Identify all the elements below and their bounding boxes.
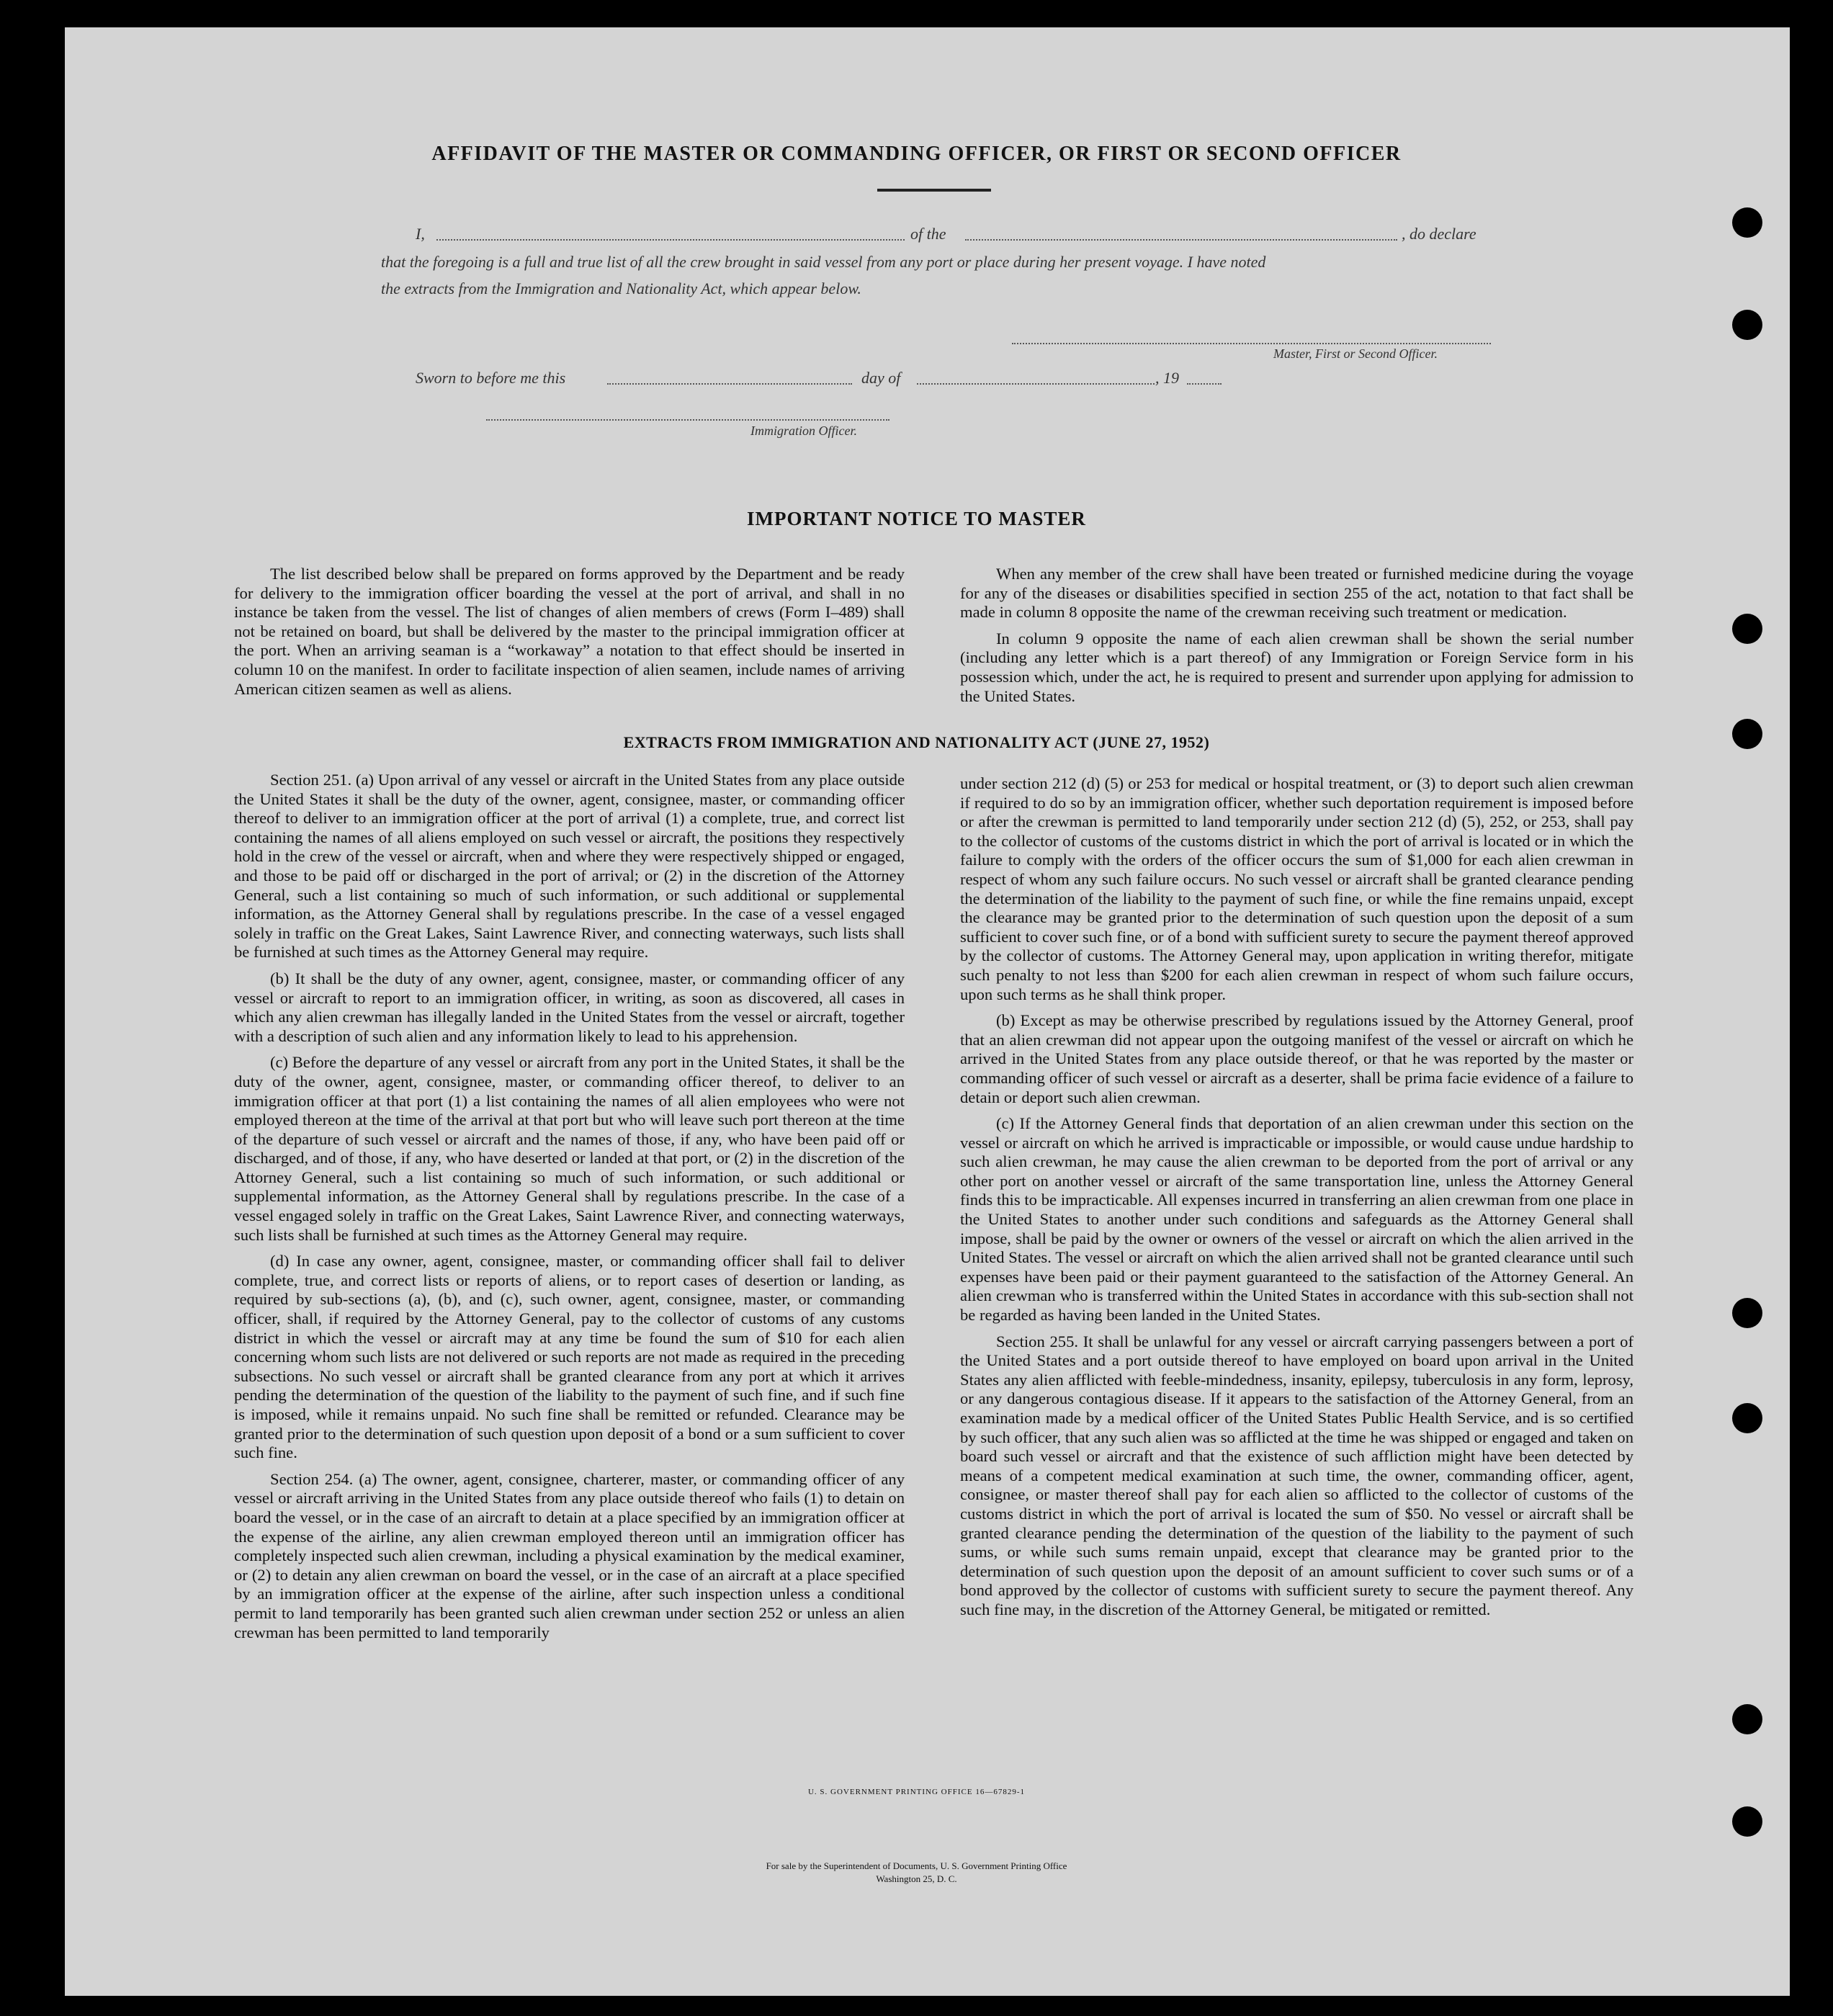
officer-signature-caption: Immigration Officer. — [750, 424, 857, 438]
section-251-c: (c) Before the departure of any vessel or aircraft from any port in the United States, it shall be the duty of the owner, agent, consignee, master, or commanding officer thereof, to deliver to an immigration officer at that port (1) a list containing the names of all alien employees who were not employed thereon at the time of the arrival at that port but who will leave such port thereon at the time of the departure of such vessel or aircraft and the names of those, if any, who have been paid off or discharged, and of those, if any, who have deserted or landed at that port, or (2) in the discretion of the Attorney General, such a list containing so much of such information, or such additional or supplemental information, as the Attorney General shall by regulations prescribe. In the case of a vessel engaged solely in traffic on the Great Lakes, Saint Lawrence River, and connecting waterways, such lists shall be furnished at such times as the Attorney General may require. — [234, 1053, 905, 1244]
punch-hole — [1732, 1403, 1762, 1433]
extracts-left-column — [234, 771, 905, 1649]
punch-hole — [1732, 1806, 1762, 1837]
section-251-b: (b) It shall be the duty of any owner, agent, consignee, master, or commanding officer of any vessel or aircraft to report to an immigration officer, in writing, as soon as discovered, all cases in which any alien crewman has illegally landed in the United States from the vessel or aircraft, together with a description of such alien and any information likely to lead to his apprehension. — [234, 969, 905, 1045]
day-of-label: day of — [861, 369, 901, 387]
master-signature-caption: Master, First or Second Officer. — [1273, 346, 1438, 361]
notice-right-paragraph-2: In column 9 opposite the name of each alien crewman shall be shown the serial number (including any letter which is a part thereof) of any Immigration or Foreign Service form in his possession which, under the act, he is required to present and surrender upon applying for admission to the United States. — [960, 629, 1633, 705]
notice-title: IMPORTANT NOTICE TO MASTER — [747, 508, 1086, 529]
extracts-right-column — [960, 774, 1633, 1627]
sale-notice-line-2: Washington 25, D. C. — [876, 1873, 957, 1884]
sworn-month-blank-line — [917, 383, 1155, 385]
punch-hole — [1732, 207, 1762, 238]
punch-hole — [1732, 1298, 1762, 1328]
title-underline — [877, 189, 991, 192]
section-251-a: Section 251. (a) Upon arrival of any vessel or aircraft in the United States from any place outside the United States it shall be the duty of the owner, agent, consignee, master, or commanding officer thereof to deliver to an immigration officer at the port of arrival (1) a complete, true, and correct list containing the names of all aliens employed on such vessel or aircraft, the positions they respectively hold in the crew of the vessel or aircraft, when and where they were respectively shipped or engaged, and those to be paid off or discharged in the port of arrival; or (2) in the discretion of the Attorney General, such a list containing so much of such information, or such additional or supplemental information, as the Attorney General shall by regulations prescribe. In the case of a vessel engaged solely in traffic on the Great Lakes, Saint Lawrence River, and connecting waterways, such lists shall be furnished at such times as the Attorney General may require. — [234, 771, 905, 962]
sworn-label: Sworn to before me this — [416, 369, 566, 387]
notice-right-paragraph-1: When any member of the crew shall have been treated or furnished medicine during the voyage for any of the diseases or disabilities specified in section 255 of the act, notation to that fact shall be made in column 8 opposite the name of the crewman receiving such treatment or medication. — [960, 565, 1633, 622]
section-251-d: (d) In case any owner, agent, consignee, master, or commanding officer shall fail to deliver complete, true, and correct lists or reports of aliens, or to report cases of desertion or landing, as required by sub-sections (a), (b), and (c), such owner, agent, consignee, master, or commanding officer, shall, if required by the Attorney General, pay to the collector of customs of any customs district in which the vessel or aircraft may at any time be found the sum of $10 for each alien concerning whom such lists are not delivered or such reports are not made as required in the preceding subsections. No such vessel or aircraft shall be granted clearance from any port at which it arrives pending the determination of the question of the liability to the payment of such fine, and if such fine is imposed, while it remains unpaid. No such fine shall be remitted or refunded. Clearance may be granted prior to the determination of such question upon deposit of a bond or a sum sufficient to cover such fine. — [234, 1252, 905, 1462]
affidavit-title: AFFIDAVIT OF THE MASTER OR COMMANDING OFFICER, OR FIRST OR SECOND OFFICER — [431, 143, 1402, 165]
section-254-c: (c) If the Attorney General finds that deportation of an alien crewman under this section on the vessel or aircraft on which he arrived is impracticable or impossible, or would cause undue hardship to such alien crewman, he may cause the alien crewman to be deported from the port of arrival or any other port on another vessel or aircraft of the same transportation line, unless the Attorney General finds this to be impracticable. All expenses incurred in transferring an alien crewman from one place in the United States to another under such conditions and safeguards as the Attorney General shall impose, shall be paid by the owner or owners of the vessel or aircraft on which the alien arrived in the United States. The vessel or aircraft on which the alien arrived shall not be granted clearance until such expenses have been paid or their payment guaranteed to the satisfaction of the Attorney General. An alien crewman who is transferred within the United States in accordance with this sub-section shall not be regarded as having been landed in the United States. — [960, 1114, 1633, 1325]
section-254-b: (b) Except as may be otherwise prescribed by regulations issued by the Attorney General, proof that an alien crewman did not appear upon the outgoing manifest of the vessel or aircraft on which he arrived in the United States from any place outside thereof, or that he was reported by the master or commanding officer of such vessel or aircraft as a deserter, shall be prima facie evidence of a failure to detain or deport such alien crewman. — [960, 1011, 1633, 1106]
vessel-blank-line — [965, 239, 1397, 241]
punch-hole — [1732, 1704, 1762, 1734]
sworn-day-blank-line — [607, 383, 852, 385]
master-signature-line — [1012, 343, 1491, 344]
year-label: , 19 — [1155, 369, 1179, 387]
punch-hole — [1732, 614, 1762, 644]
name-blank-line — [436, 239, 905, 241]
affidavit-of-the: of the — [910, 225, 946, 243]
extracts-title: EXTRACTS FROM IMMIGRATION AND NATIONALITY ACT (JUNE 27, 1952) — [623, 733, 1210, 751]
affidavit-do-declare: , do declare — [1402, 225, 1476, 243]
printing-office-imprint: U. S. GOVERNMENT PRINTING OFFICE 16—67829-1 — [807, 1788, 1025, 1796]
notice-left-paragraph: The list described below shall be prepared on forms approved by the Department and be ready for delivery to the immigration officer boarding the vessel at the port of arrival, and shall in no instance be taken from the vessel. The list of changes of alien members of crews (Form I–489) shall not be retained on board, but shall be delivered by the master to the principal immigration officer at the port. When an arriving seaman is a “workaway” a notation to that effect should be inserted in column 10 on the manifest. In order to facilitate inspection of alien seamen, include names of arriving American citizen seamen as well as aliens. — [234, 565, 905, 698]
officer-signature-line — [486, 419, 889, 421]
notice-left-column — [234, 565, 905, 706]
notice-right-column — [960, 565, 1633, 713]
punch-hole — [1732, 310, 1762, 340]
sworn-year-blank-line — [1187, 383, 1222, 385]
declaration-line-1: that the foregoing is a full and true list of all the crew brought in said vessel from any port or place during her present voyage. I have noted — [381, 253, 1266, 271]
section-254-a: Section 254. (a) The owner, agent, consignee, charterer, master, or commanding officer of any vessel or aircraft arriving in the United States from any place outside thereof who fails (1) to detain on board the vessel, or in the case of an aircraft to detain at a place specified by an immigration officer at the expense of the airline, any alien crewman employed thereon until an immigration officer has completely inspected such alien crewman, including a physical examination by the medical examiner, or (2) to detain any alien crewman on board the vessel, or in the case of an aircraft at a place specified by an immigration officer at the expense of the airline, after such inspection unless a conditional permit to land temporarily has been granted such alien crewman under section 252 or unless an alien crewman has been permitted to land temporarily — [234, 1469, 905, 1641]
section-254-a-continued: under section 212 (d) (5) or 253 for medical or hospital treatment, or (3) to deport such alien crewman if required to do so by an immigration officer, whether such deportation requirement is imposed before or after the crewman is permitted to land temporarily under section 212 (d) (5), 252, or 253, shall pay to the collector of customs of the customs district in which the port of arrival is located or in which the failure to comply with the orders of the officer occurs the sum of $1,000 for each alien crewman in respect of whom any such failure occurs. No such vessel or aircraft shall be granted clearance pending the determination of the liability to the payment of such fine, or while the fine remains unpaid, except the clearance may be granted prior to the determination of such question upon the deposit of a sum sufficient to cover such fine, or of a bond with sufficient surety to secure the payment thereof approved by the collector of customs. The Attorney General may, upon application in writing therefor, mitigate such penalty to not less than $200 for each alien crewman in respect of whom such failure occurs, upon such terms as he shall think proper. — [960, 774, 1633, 1003]
section-255: Section 255. It shall be unlawful for any vessel or aircraft carrying passengers between a port of the United States and a port outside thereof to have employed on board upon arrival in the United States any alien afflicted with feeble-mindedness, insanity, epilepsy, tuberculosis in any form, leprosy, or any dangerous contagious disease. If it appears to the satisfaction of the Attorney General, from an examination made by a medical officer of the United States Public Health Service, and is so certified by such officer, that any such alien was so afflicted at the time he was shipped or engaged and taken on board such vessel or aircraft and that the existence of such affliction might have been detected by means of a competent medical examination at such time, the owner, commanding officer, agent, consignee, or master thereof shall pay for each alien so afflicted to the collector of customs of the customs district in which the port of arrival is located the sum of $50. No vessel or aircraft shall be granted clearance pending the determination of the question of the liability to the payment of such sums, or while such sums remain unpaid, except that clearance may be granted prior to the determination of such question upon the deposit of an amount sufficient to cover such sums or of a bond approved by the collector of customs with sufficient surety to secure the payment thereof. Any such fine may, in the discretion of the Attorney General, be mitigated or remitted. — [960, 1332, 1633, 1618]
affidavit-i-label: I, — [416, 225, 425, 243]
declaration-line-2: the extracts from the Immigration and Nationality Act, which appear below. — [381, 279, 861, 297]
sale-notice-line-1: For sale by the Superintendent of Documents, U. S. Government Printing Office — [766, 1860, 1067, 1871]
